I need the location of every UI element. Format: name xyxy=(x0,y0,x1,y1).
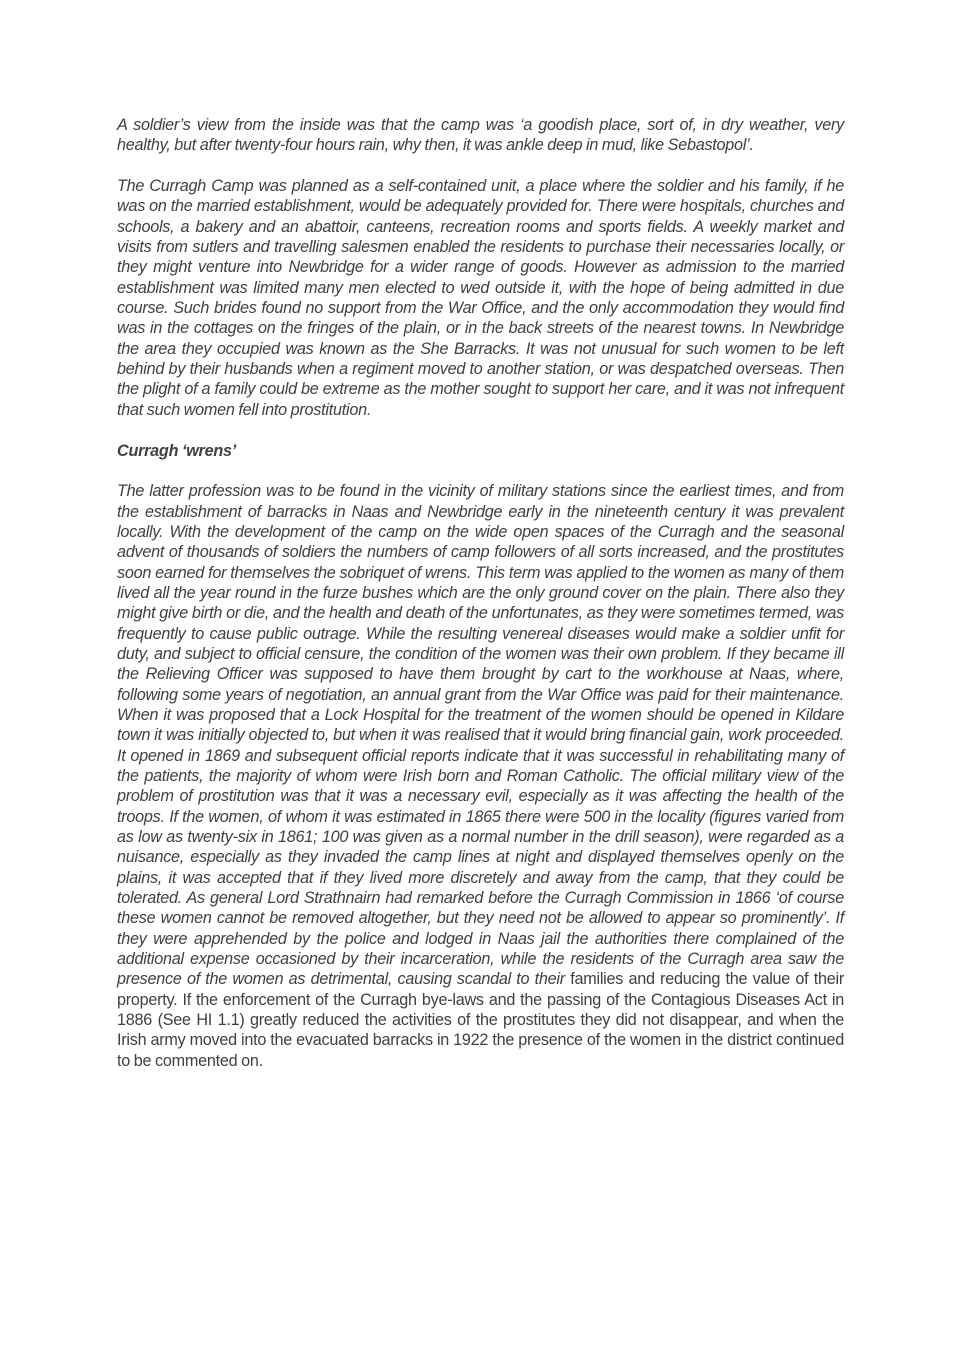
paragraph-spacer xyxy=(117,156,844,176)
paragraph-wrens-italic: The latter profession was to be found in the vicinity of military stations since the earliest times, and from the establishment of barracks in Naas and Newbridge early in the nineteenth century it was prevalent locally. With the development of the camp on the wide open spaces of the Curragh and the seasonal advent of thousands of soldiers the numbers of camp followers of all sorts increased, and the prostitutes soon earned for themselves the sobriquet of wrens. This term was applied to the women as many of them lived all the year round in the furze bushes which are the only ground cover on the plain. There also they might give birth or die, and the health and death of the unfortunates, as they were sometimes termed, was frequently to cause public outrage. While the resulting venereal diseases would make a soldier unfit for duty, and subject to official censure, the condition of the women was their own problem. If they became ill the Relieving Officer was supposed to have them brought by cart to the workhouse at Naas, where, following some years of negotiation, an annual grant from the War Office was paid for their maintenance. When it was proposed that a Lock Hospital for the treatment of the women should be opened in Kildare town it was initially objected to, but when it was realised that it would bring financial gain, work proceeded. It opened in 1869 and subsequent official reports indicate that it was successful in rehabilitating many of the patients, the majority of whom were Irish born and Roman Catholic. The official military view of the problem of prostitution was that it was a necessary evil, especially as it was affecting the health of the troops. If the women, of whom it was estimated in 1865 there were 500 in the locality (figures varied from as low as twenty-six in 1861; 100 was given as a normal number in the drill season), were regarded as a nuisance, especially as they invaded the camp lines at night and displayed themselves openly on the plains, it was accepted that if they lived more discretely and away from the camp, that they could be tolerated. As general Lord Strathnairn had remarked before the Curragh Commission in 1866 ‘of course these women cannot be removed altogether, but they need not be allowed to appear so prominently’. If they were apprehended by the police and lodged in Naas jail the authorities there complained of the additional expense occasioned by their incarceration, while the residents of the Curragh area saw the presence of the women as detrimental, causing scandal to their xyxy=(117,482,844,989)
paragraph-spacer xyxy=(117,461,844,481)
document-page xyxy=(117,115,844,1071)
paragraph-curragh-camp: The Curragh Camp was planned as a self-contained unit, a place where the soldier and his family, if he was on the married establishment, would be adequately provided for. There were hospitals, churches and schools, a bakery and an abattoir, canteens, recreation rooms and sports fields. A weekly market and visits from sutlers and travelling salesmen enabled the residents to purchase their necessaries locally, or they might venture into Newbridge for a wider range of goods. However as admission to the married establishment was limited many men elected to wed outside it, with the hope of being admitted in due course. Such brides found no support from the War Office, and the only accommodation they would find was in the cottages on the fringes of the plain, or in the back streets of the nearest towns. In Newbridge the area they occupied was known as the She Barracks. It was not unusual for such women to be left behind by their husbands when a regiment moved to another station, or was despatched overseas. Then the plight of a family could be extreme as the mother sought to support her care, and it was not infrequent that such women fell into prostitution. xyxy=(117,177,844,419)
section-heading-curragh-wrens: Curragh ‘wrens’ xyxy=(117,441,236,460)
paragraph-soldiers-view: A soldier’s view from the inside was that the camp was ‘a goodish place, sort of, in dry weather, very healthy, but after twenty-four hours rain, why then, it was ankle deep in mud, like Sebastopol’. xyxy=(117,116,844,155)
paragraph-wrens-upright: families and reducing the value of their property. If the enforcement of the Curragh bye-laws and the passing of the Contagious Diseases Act in 1886 (See HI 1.1) greatly reduced the activities of the prostitutes they did not disappear, and when the Irish army moved into the evacuated barracks in 1922 the presence of the women in the district continued to be commented on. xyxy=(117,970,844,1070)
paragraph-wrens xyxy=(117,481,844,1071)
paragraph-spacer xyxy=(117,420,844,440)
